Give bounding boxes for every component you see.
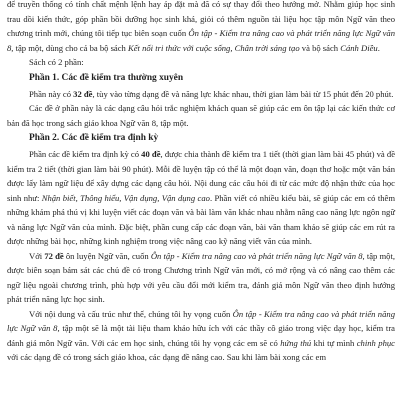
text-run: với các dạng đề có trong sách giáo khoa, các dạng đề nâng cao. Sau khi làm bài xong các em <box>7 352 327 362</box>
italic-text: chinh phục <box>356 337 395 348</box>
text-run: . <box>377 42 380 53</box>
text-run: khi tự mình <box>311 337 357 348</box>
italic-text: Ôn tập - Kiểm tra nâng cao và phát triển năng lực Ngữ văn 8 <box>150 250 363 261</box>
paragraph <box>7 55 395 70</box>
text-run: để truyền thống có tính chất mệnh lệnh hay áp đặt mà đã có sự thay đổi theo hướng mở. Nhằm giúp học sinh trau dồi kiến thức, góp phần bồi dưỡng học sinh khá, giỏi có thêm nguồn tài liệu học tập môn Ngữ văn theo chương trình mới, chúng tôi tiếp tục biên soạn cuốn <box>7 0 395 38</box>
italic-text: hứng thú <box>280 337 312 348</box>
text-run: Với nội dung và cấu trúc như thế, chúng tôi hy vọng cuốn <box>29 308 233 319</box>
text-run: Với <box>29 250 45 261</box>
text-run: . Phần viết có nhiều kiểu bài, sẽ giúp các em có thêm những khám phá thú vị khi luyện viết các đoạn văn và bài làm văn khác nhau nhằm nâng cao năng lực ngôn ngữ và năng lực Ngữ văn của mình. Đặc biệt, phần cung cấp các đoạn văn, bài văn tham khảo sẽ giúp các em rút ra được những bài học, những kinh nghiệm trong việc nâng cao kỹ năng viết văn của mình. <box>7 192 396 246</box>
section-heading: Phần 1. Các đề kiểm tra thường xuyên <box>29 72 184 83</box>
text-run: Phần này có <box>29 88 74 99</box>
document-body <box>7 0 395 365</box>
text-run: ôn luyện Ngữ văn, cuốn <box>63 250 151 261</box>
section-heading: Phần 2. Các đề kiểm tra định kỳ <box>29 133 159 143</box>
bold-text: 32 đề <box>73 88 93 99</box>
text-run: Các đề ở phần này là các dạng câu hỏi trắc nghiệm khách quan sẽ giúp các em ôn tập lại các kiến thức cơ bản đã học trong sách giáo khoa Ngữ văn 8, tập một. <box>7 103 395 128</box>
paragraph <box>7 87 395 102</box>
paragraph <box>7 0 395 55</box>
text-run: , tập một sẽ là một tài liệu tham khảo hữu ích với các thầy cô giáo trong việc dạy học, kiểm tra đánh giá môn Ngữ văn. Với các em học sinh, chúng tôi hy vọng các em sẽ có <box>7 323 395 348</box>
paragraph <box>7 307 395 365</box>
text-run: , tập một, được biên soạn bám sát các chủ đề có trong Chương trình Ngữ văn mới, có mở rộng và có nâng cao thêm các ngữ liệu ngoài chương trình, phù hợp với yêu cầu đổi mới kiểm tra, đánh giá môn Ngữ văn theo định hướng phát triển năng lực học sinh. <box>7 250 396 304</box>
italic-text: Nhận biết, Thông hiểu, Vận dụng, Vận dụng cao <box>41 192 210 203</box>
paragraph <box>7 101 395 130</box>
italic-text: Ôn tập - Kiểm tra nâng cao và phát triển năng lực Ngữ văn 8 <box>7 28 395 53</box>
bold-text: 72 đề <box>44 250 64 261</box>
text-run: Sách có 2 phần: <box>29 57 84 67</box>
paragraph <box>7 249 395 307</box>
text-run: và bộ sách <box>299 42 341 53</box>
italic-text: Cánh Diều <box>340 42 378 53</box>
italic-text: Kết nối tri thức với cuộc sống, Chân trời sáng tạo <box>128 42 300 53</box>
bold-text: 40 đề <box>141 149 161 159</box>
text-run: , được chia thành đề kiểm tra 1 tiết (thời gian làm bài 45 phút) và đề kiểm tra 2 tiết (thời gian làm bài 90 phút). Mỗi đề luyện tập có thể là một đoạn văn, đoạn thơ hoặc một văn bản được lấy làm ngữ liệu để xây dựng các dạng câu hỏi. Nội dung các câu hỏi đi từ các mức độ nhận thức của học sinh như: <box>7 149 396 203</box>
italic-text: Ôn tập - Kiểm tra nâng cao và phát triển năng lực Ngữ văn 8 <box>7 308 395 333</box>
paragraph <box>7 147 395 249</box>
text-run: , tập một, dùng cho cả ba bộ sách <box>11 42 128 53</box>
text-run: , tùy vào từng dạng đề và năng lực khác nhau, thời gian làm bài từ 15 phút đến 20 phút. <box>92 88 394 99</box>
text-run: Phần các đề kiểm tra định kỳ có <box>29 149 142 159</box>
